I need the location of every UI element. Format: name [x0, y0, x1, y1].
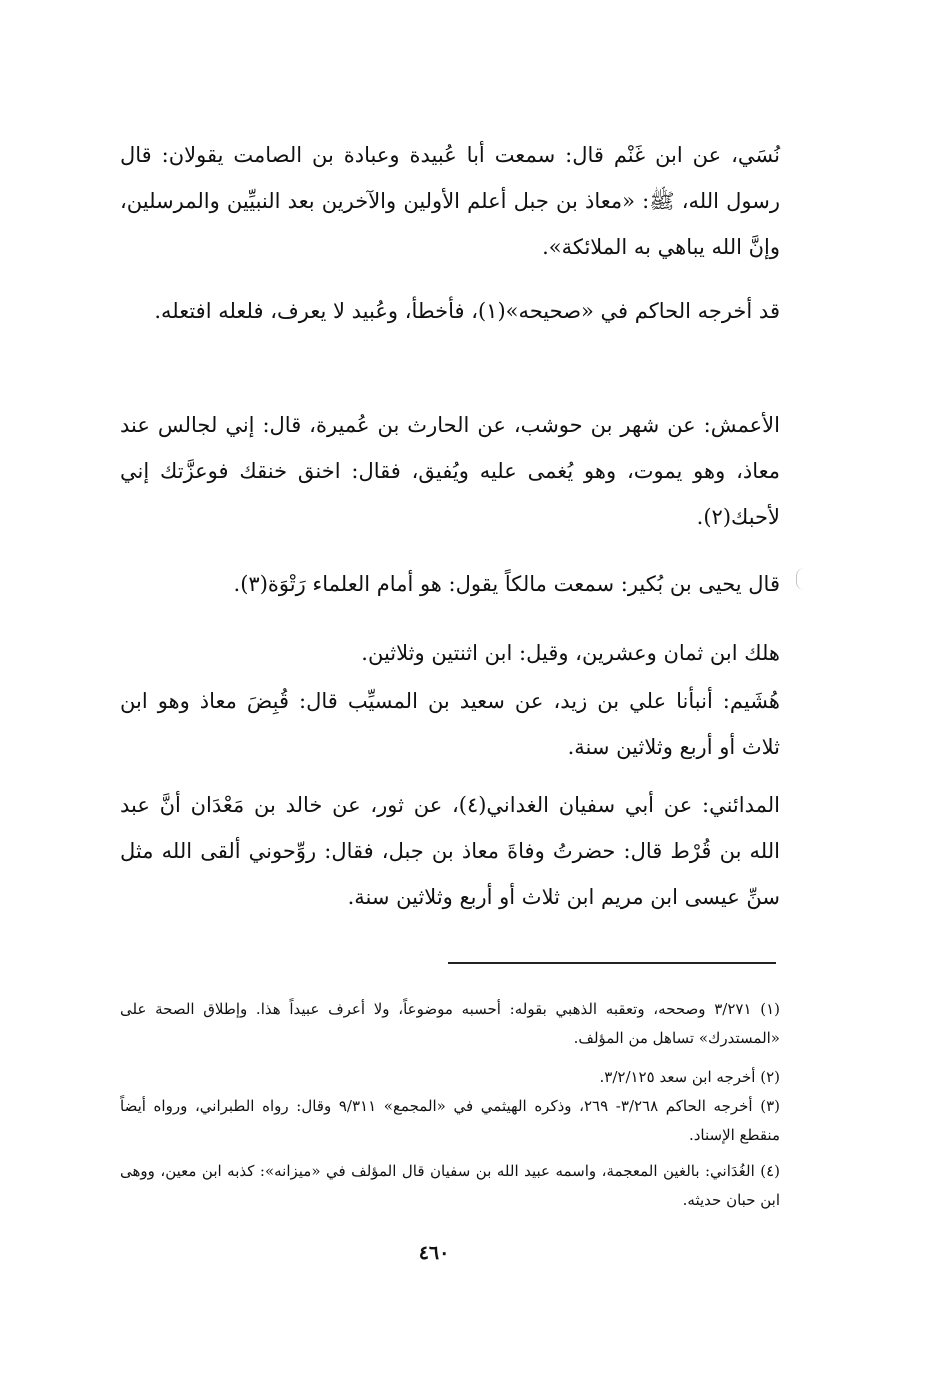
- paragraph-madaini: المدائني: عن أبي سفيان الغداني(٤)، عن ثور، عن خالد بن مَعْدَان أنَّ عبد الله بن قُرْط قال: حضرتُ وفاةَ معاذ بن جبل، فقال: روِّحوني ألقى الله مثل سنِّ عيسى ابن مريم ابن ثلاث أو أربع وثلاثين سنة.: [120, 793, 780, 909]
- page-number: ٤٦٠: [418, 1242, 450, 1264]
- paragraph-hushaym: هُشَيم: أنبأنا علي بن زيد، عن سعيد بن المسيِّب قال: قُبِضَ معاذ وهو ابن ثلاث أو أربع وثلاثين سنة.: [120, 689, 780, 759]
- paragraph-hadith-muadh: نُسَي، عن ابن غَنْم قال: سمعت أبا عُبيدة وعبادة بن الصامت يقولان: قال رسول الله، ﷺ: «معاذ بن جبل أعلم الأولين والآخرين بعد النبيِّين والمرسلين، وإنَّ الله يباهي به الملائكة».: [120, 143, 780, 259]
- paragraph-hakim-note: قد أخرجه الحاكم في «صحيحه»(١)، فأخطأ، وعُبيد لا يعرف، فلعله افتعله.: [154, 299, 780, 323]
- paragraph-amash: الأعمش: عن شهر بن حوشب، عن الحارث بن عُميرة، قال: إني لجالس عند معاذ، وهو يموت، وهو يُغمى عليه ويُفيق، فقال: اخنق خنقك فوعزَّتك إني لأحبك(٢).: [120, 413, 780, 529]
- footnote-3: (٣) أخرجه الحاكم ٣/٢٦٨- ٢٦٩، وذكره الهيثمي في «المجمع» ٩/٣١١ وقال: رواه الطبراني، ورواه أيضاً منقطع الإسناد.: [120, 1097, 780, 1144]
- footnote-2: (٢) أخرجه ابن سعد ٣/٢/١٢٥.: [599, 1068, 780, 1086]
- paragraph-yahya-bukair: قال يحيى بن بُكير: سمعت مالكاً يقول: هو أمام العلماء رَتْوَة(٣).: [233, 572, 780, 596]
- footnote-4: (٤) الغُدَاني: بالغين المعجمة، واسمه عبيد الله بن سفيان قال المؤلف في «ميزانه»: كذبه ابن معين، ووهى ابن حبان حديثه.: [120, 1162, 780, 1209]
- scan-artifact-mark: [796, 568, 807, 590]
- footnote-divider: [448, 962, 776, 964]
- paragraph-age-death: هلك ابن ثمان وعشرين، وقيل: ابن اثنتين وثلاثين.: [361, 641, 780, 665]
- footnote-1: (١) ٣/٢٧١ وصححه، وتعقبه الذهبي بقوله: أحسبه موضوعاً، ولا أعرف عبيداً هذا. وإطلاق الصحة على «المستدرك» تساهل من المؤلف.: [120, 1000, 781, 1047]
